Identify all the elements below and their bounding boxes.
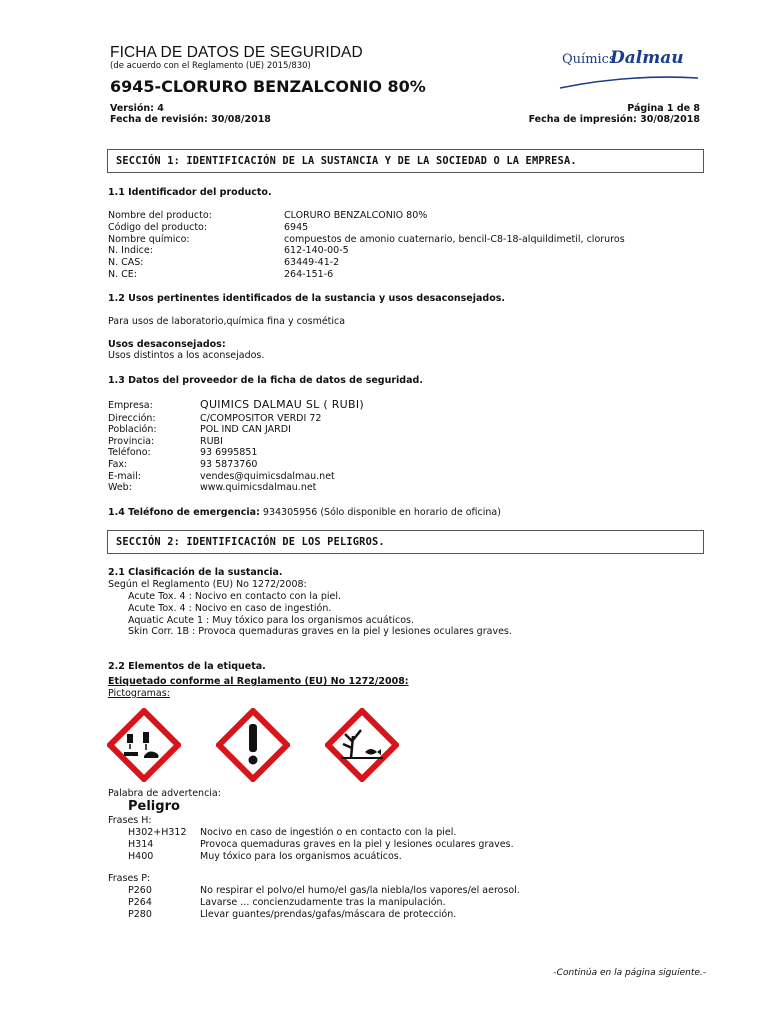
p-statement-text: Llevar guantes/prendas/gafas/máscara de protección. (200, 908, 457, 920)
product-row-value: 6945 (284, 221, 309, 233)
supplier-row-label: E-mail: (108, 470, 141, 482)
product-row-label: Código del producto: (108, 221, 208, 233)
s14-text: 934305956 (Sólo disponible en horario de oficina) (262, 507, 501, 518)
exclamation-pictogram-icon (216, 708, 290, 782)
s21-regulation: Según el Reglamento (EU) No 1272/2008: (108, 579, 307, 590)
supplier-row-label: Dirección: (108, 412, 156, 424)
company-logo (558, 48, 708, 94)
environment-pictogram-icon (325, 708, 399, 782)
product-row-value: 264-151-6 (284, 269, 334, 280)
section2-title: SECCIÓN 2: IDENTIFICACIÓN DE LOS PELIGROS. (116, 536, 385, 548)
supplier-row-value: 93 6995851 (200, 447, 258, 459)
usos-desaconsejados-text: Usos distintos a los aconsejados. (108, 350, 265, 361)
s11-title: 1.1 Identificador del producto. (108, 187, 272, 198)
h-statement-code: H314 (128, 838, 154, 850)
section1-header (107, 149, 704, 173)
print-date: Fecha de impresión: 30/08/2018 (528, 114, 700, 125)
s14-title: 1.4 Teléfono de emergencia: (108, 507, 260, 518)
document-title: FICHA DE DATOS DE SEGURIDAD (110, 44, 363, 61)
p-statement-text: No respirar el polvo/el humo/el gas/la niebla/los vapores/el aerosol. (200, 885, 520, 896)
supplier-row-value: www.quimicsdalmau.net (200, 482, 317, 494)
logo-swoosh-icon (558, 48, 708, 94)
classification-item: Acute Tox. 4 : Nocivo en caso de ingestión. (128, 602, 332, 614)
logo-text-quimics: Químics (562, 52, 616, 67)
product-row-label: N. Indice: (108, 245, 153, 257)
product-row-value: CLORURO BENZALCONIO 80% (284, 210, 428, 221)
supplier-row-value: 93 5873760 (200, 459, 258, 470)
supplier-row-value: C/COMPOSITOR VERDI 72 (200, 412, 322, 424)
product-row-label: Nombre del producto: (108, 210, 212, 221)
s21-title: 2.1 Clasificación de la sustancia. (108, 567, 283, 578)
p-statement-code: P264 (128, 896, 152, 908)
version: Versión: 4 (110, 103, 164, 114)
product-row-value: 612-140-00-5 (284, 245, 349, 257)
supplier-row-label: Teléfono: (108, 447, 151, 459)
signal-word-label: Palabra de advertencia: (108, 788, 221, 799)
h-statement-text: Muy tóxico para los organismos acuáticos. (200, 850, 402, 862)
p-statement-code: P280 (128, 908, 152, 920)
supplier-row-value: RUBI (200, 435, 223, 447)
product-row-label: Nombre químico: (108, 233, 190, 245)
supplier-row-label: Fax: (108, 459, 128, 470)
classification-item: Aquatic Acute 1 : Muy tóxico para los organismos acuáticos. (128, 614, 415, 626)
s22-title: 2.2 Elementos de la etiqueta. (108, 661, 266, 672)
h-statement-text: Provoca quemaduras graves en la piel y lesiones oculares graves. (200, 838, 514, 850)
frases-h-label: Frases H: (108, 815, 152, 826)
emergency-phone-line (108, 507, 501, 518)
supplier-row-label: Web: (108, 482, 132, 494)
product-title: 6945-CLORURO BENZALCONIO 80% (110, 77, 426, 96)
revision-date: Fecha de revisión: 30/08/2018 (110, 114, 271, 125)
section2-header (107, 530, 704, 554)
h-statement-code: H302+H312 (128, 827, 187, 838)
regulation-note: (de acuerdo con el Reglamento (UE) 2015/830) (110, 61, 311, 71)
supplier-row-label: Empresa: (108, 400, 153, 411)
classification-item: Acute Tox. 4 : Nocivo en contacto con la piel. (128, 591, 342, 602)
supplier-row-value: vendes@quimicsdalmau.net (200, 470, 335, 482)
section1-title: SECCIÓN 1: IDENTIFICACIÓN DE LA SUSTANCIA Y DE LA SOCIEDAD O LA EMPRESA. (116, 155, 577, 167)
product-row-value: compuestos de amonio cuaternario, bencil-C8-18-alquildimetil, cloruros (284, 233, 625, 245)
pictogramas-label: Pictogramas: (108, 688, 170, 699)
h-statement-code: H400 (128, 850, 154, 862)
classification-item: Skin Corr. 1B : Provoca quemaduras graves en la piel y lesiones oculares graves. (128, 626, 512, 638)
supplier-row-value: QUIMICS DALMAU SL ( RUBI) (200, 398, 365, 411)
s12-title: 1.2 Usos pertinentes identificados de la sustancia y usos desaconsejados. (108, 293, 505, 304)
s12-text: Para usos de laboratorio,química fina y cosmética (108, 316, 346, 327)
frases-p-label: Frases P: (108, 873, 151, 884)
p-statement-text: Lavarse ... concienzudamente tras la manipulación. (200, 896, 446, 908)
usos-desaconsejados-title: Usos desaconsejados: (108, 339, 226, 350)
labelling-title: Etiquetado conforme al Reglamento (EU) No 1272/2008: (108, 676, 409, 687)
h-statement-text: Nocivo en caso de ingestión o en contacto con la piel. (200, 827, 457, 838)
p-statement-code: P260 (128, 885, 152, 896)
logo-text-dalmau: Dalmau (610, 48, 684, 68)
product-row-label: N. CE: (108, 269, 137, 280)
s13-title: 1.3 Datos del proveedor de la ficha de datos de seguridad. (108, 375, 423, 386)
product-row-value: 63449-41-2 (284, 257, 340, 269)
corrosion-pictogram-icon (107, 708, 181, 782)
page-number: Página 1 de 8 (627, 103, 700, 114)
supplier-row-label: Provincia: (108, 435, 155, 447)
supplier-row-value: POL IND CAN JARDI (200, 424, 291, 436)
product-row-label: N. CAS: (108, 257, 144, 269)
continue-note: -Continúa en la página siguiente.- (553, 968, 706, 978)
signal-word: Peligro (128, 799, 180, 814)
supplier-row-label: Población: (108, 424, 157, 436)
